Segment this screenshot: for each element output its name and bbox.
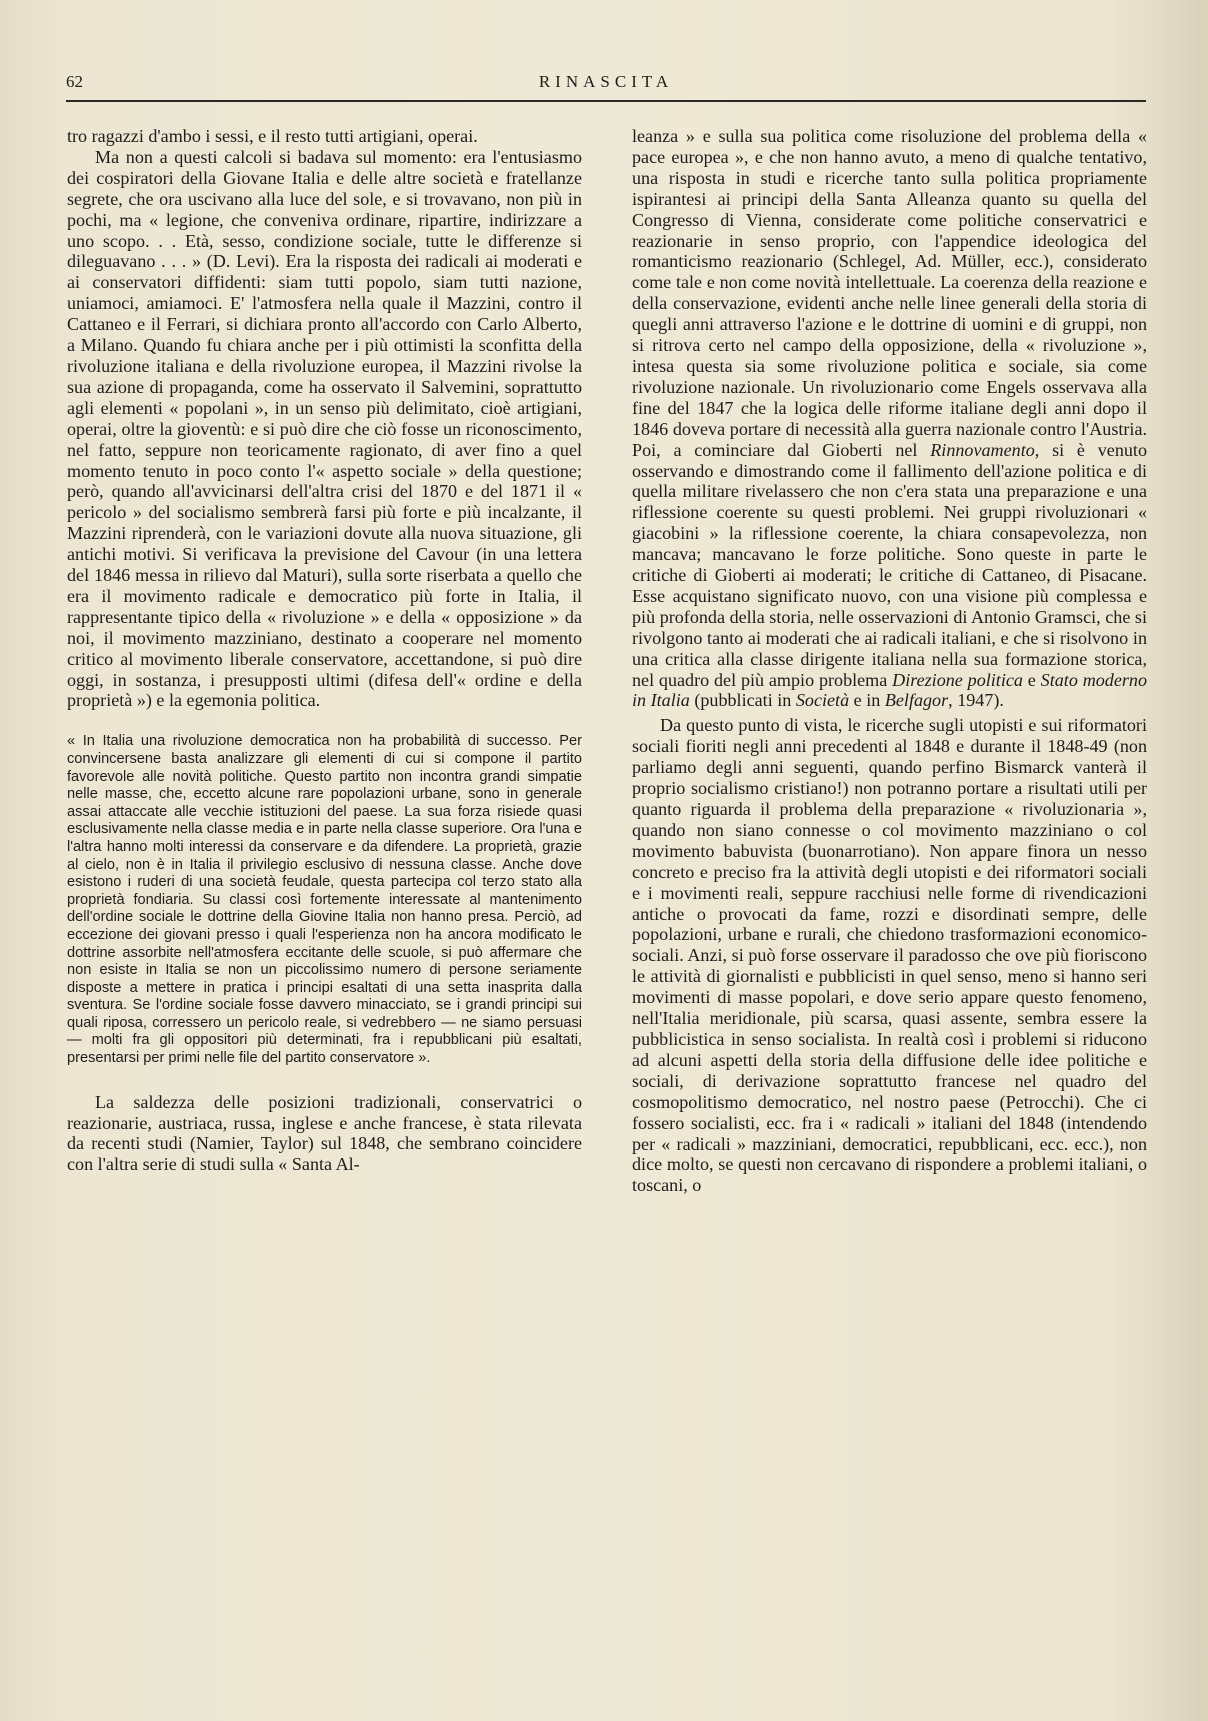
paragraph: Da questo punto di vista, le ricerche sugli utopisti e sui riformatori sociali fioriti negli anni precedenti al 1848 e durante il 1848-49 (non parliamo degli anni seguenti, quando perfino Bismarck vanterà il proprio socialismo cristiano!) non potranno portare a risultati utili per quanto riguarda il problema della preparazione « rivoluzionaria », quando non siano connesse o col movimento mazziniano o col movimento babuvista (buonarrotiano). Non appare finora un nesso concreto e preciso fra la attività degli utopisti e dei riformatori sociali e i movimenti reali, seppure racchiusi nelle forme di rivendicazioni antiche o provocati da fame, rozzi e disordinati sempre, delle popolazioni, urbane e rurali, che chiedono trasformazioni economico-sociali. Anzi, si può forse osservare il paradosso che ove più fioriscono le attività di giornalisti e pubblicisti in quel senso, meno si hanno seri movimenti di masse popolari, e dove serio appare questo fenomeno, nell'Italia meridionale, più scarsa, quasi assente, sembra essere la pubblicistica in senso socialista. In realtà così i problemi si riducono ad alcuni aspetti della storia della diffusione delle idee politiche e sociali, di derivazione soprattutto francese nel quadro del cosmopolitismo democratico, nel nostro paese (Petrocchi). Che ci fossero socialisti, ecc. fra i « radicali » italiani del 1848 (intendendo per « radicali » mazziniani, democratici, repubblicani, ecc. ecc.), non dice molto, se questi non cercavano di rispondere a problemi italiani, o toscani, o <box>632 715 1147 1196</box>
italic-title: Belfagor <box>884 690 949 711</box>
text-run: , si è venuto osservando e dimostrando come il fallimento dell'azione politica e di quella militare rivelassero che non c'era stata una preparazione e una riflessione coerente su questi problemi. Nei gruppi rivoluzionari « giacobini » la riflessione coerente, la chiara consapevolezza, non mancava; mancavano le forze politiche. Sono queste in parte le critiche di Gioberti ai moderati; le critiche di Cattaneo, di Pisacane. Esse acquistano significato nuovo, con una visione più complessa e più profonda della storia, nelle osservazioni di Antonio Gramsci, che si rivolgono tanto ai moderati che ai radicali italiani, e che si risolvono in una critica alla classe dirigente italiana nella sua formazione storica, nel quadro del più ampio problema <box>632 439 1147 690</box>
italic-title: Società <box>795 690 850 711</box>
text-run: leanza » e sulla sua politica come risoluzione del problema della « pace europea », e che non hanno avuto, a meno di qualche tentativo, una risposta in studi e ricerche tanto sulla politica propriamente ispirantesi ai principi della Santa Alleanza quanto su quella del Congresso di Vienna, considerate come politiche conservatrici e reazionarie in senso proprio, con l'appendice ideologica del romanticismo reazionario (Schlegel, Ad. Müller, ecc.), considerato come tale e non come novità intellettuale. La coerenza della reazione e della conservazione, evidenti anche nelle linee generali della storia di quegli anni attraverso l'azione e le dottrine di uomini e di gruppi, non si ritrova certo nel campo della opposizione, della « rivoluzione », intesa questa sia some rivoluzione politica e sociale, sia come rivoluzione nazionale. Un rivoluzionario come Engels osservava alla fine del 1847 che la logica delle riforme italiane degli anni dopo il 1846 doveva portare di necessità alla guerra nazionale contro l'Austria. Poi, a cominciare dal Gioberti nel <box>632 126 1147 460</box>
paragraph: tro ragazzi d'ambo i sessi, e il resto tutti artigiani, operai. <box>67 126 478 146</box>
text-run: e in <box>853 690 881 711</box>
running-title: RINASCITA <box>538 72 674 91</box>
text-run: , 1947). <box>948 690 1004 711</box>
text-run: e <box>1027 669 1036 690</box>
paragraph: La saldezza delle posizioni tradizionali, conservatrici o reazionarie, austriaca, russa, inglese e anche francese, è stata rilevata da recenti studi (Namier, Taylor) sul 1848, che sembrano coincidere con l'altra serie di studi sulla « Santa Al- <box>67 1091 582 1175</box>
text-run: (pubblicati in <box>694 690 792 711</box>
italic-title: Rinnovamento <box>930 439 1035 460</box>
paragraph: Ma non a questi calcoli si badava sul momento: era l'entusiasmo dei cospiratori della Giovane Italia e delle altre società e fratellanze segrete, che ora uscivano alla luce del sole, e si trovavano, non più in pochi, ma « legione, che conveniva ordinare, ripartire, indirizzare a uno scopo. . . Età, sesso, condizione sociale, tutte le differenze si dileguavano . . . » (D. Levi). Era la risposta dei radicali ai moderati e ai conservatori diffidenti: siam tutti popolo, siam tutti nazione, uniamoci, amiamoci. E' l'atmosfera nella quale il Mazzini, contro il Cattaneo e il Ferrari, si dichiara pronto all'accordo con Carlo Alberto, a Milano. Quando fu chiara anche per i più ottimisti la sconfitta della rivoluzione italiana e della rivoluzione europea, il Mazzini rivolse la sua azione di propaganda, come ha osservato il Salvemini, soprattutto agli elementi « popolani », in un senso più delimitato, cioè artigiani, operai, oltre la gioventù: e si può dire che ciò fosse un riconoscimento, nel fatto, seppure non teoricamente ragionato, di aver fino a quel momento tenuto in poco conto l'« aspetto sociale » della questione; però, quando all'avvicinarsi dell'altra crisi del 1870 e del 1871 il « pericolo » del socialismo sembrerà farsi più forte e più incalzante, il Mazzini riprenderà, con le variazioni dovute alla nuova situazione, gli antichi motivi. Si verificava la previsione del Cavour (in una lettera del 1846 messa in rilievo dal Maturi), sulla sorte riserbata a quello che era il movimento radicale e democratico più forte in Italia, il rappresentante tipico della « rivoluzione » e della « opposizione » da noi, il movimento mazziniano, destinato a cooperare nel momento critico al movimento liberale conservatore, accettandone, si può dire oggi, in sostanza, i presupposti ultimi (difesa dell'« ordine e della proprietà ») e la egemonia politica. <box>67 146 582 711</box>
italic-title: Stato moderno in Italia <box>632 669 1148 711</box>
footnote-quote: « In Italia una rivoluzione democratica non ha probabilità di successo. Per convincersene basta analizzare gli elementi di cui si compone il partito favorevole alle novità politiche. Questo partito non incontra grandi simpatie nelle masse, che, eccetto alcune rare popolazioni urbane, sono in generale assai attaccate alle vecchie istituzioni del paese. La sua forza risiede quasi esclusivamente nella classe media e in parte nella classe superiore. Ora l'una e l'altra hanno molti interessi da conservare e da difendere. La proprietà, grazie al cielo, non è in Italia il privilegio esclusivo di nessuna classe. Anche dove esistono i ruderi di una società feudale, questa partecipa col terzo stato alla proprietà fondiaria. Su classi così fortemente interessate al mantenimento dell'ordine sociale le dottrine della Giovine Italia non hanno presa. Perciò, ad eccezione dei giovani presso i quali l'esperienza non ha ancora modificato le dottrine assorbite nell'atmosfera eccitante delle scuole, si può affermare che non esiste in Italia se non un piccolissimo numero di persone seriamente disposte a mettere in pratica i principi esaltati di una setta inasprita dalla sventura. Se l'ordine sociale fosse davvero minacciato, se i grandi principi sui quali riposa, corressero un pericolo reale, si vedrebbero — ne siamo persuasi — molti fra gli oppositori più determinati, fra i repubblicani più esaltati, presentarsi per primi nelle file del partito conservatore ». <box>67 733 582 1067</box>
page-header <box>66 66 1146 96</box>
right-column <box>632 126 1147 1196</box>
paragraph <box>632 126 1147 711</box>
header-rule <box>66 100 1146 102</box>
italic-title: Direzione politica <box>892 669 1023 690</box>
page-number: 62 <box>66 72 83 91</box>
left-column <box>67 126 582 1175</box>
